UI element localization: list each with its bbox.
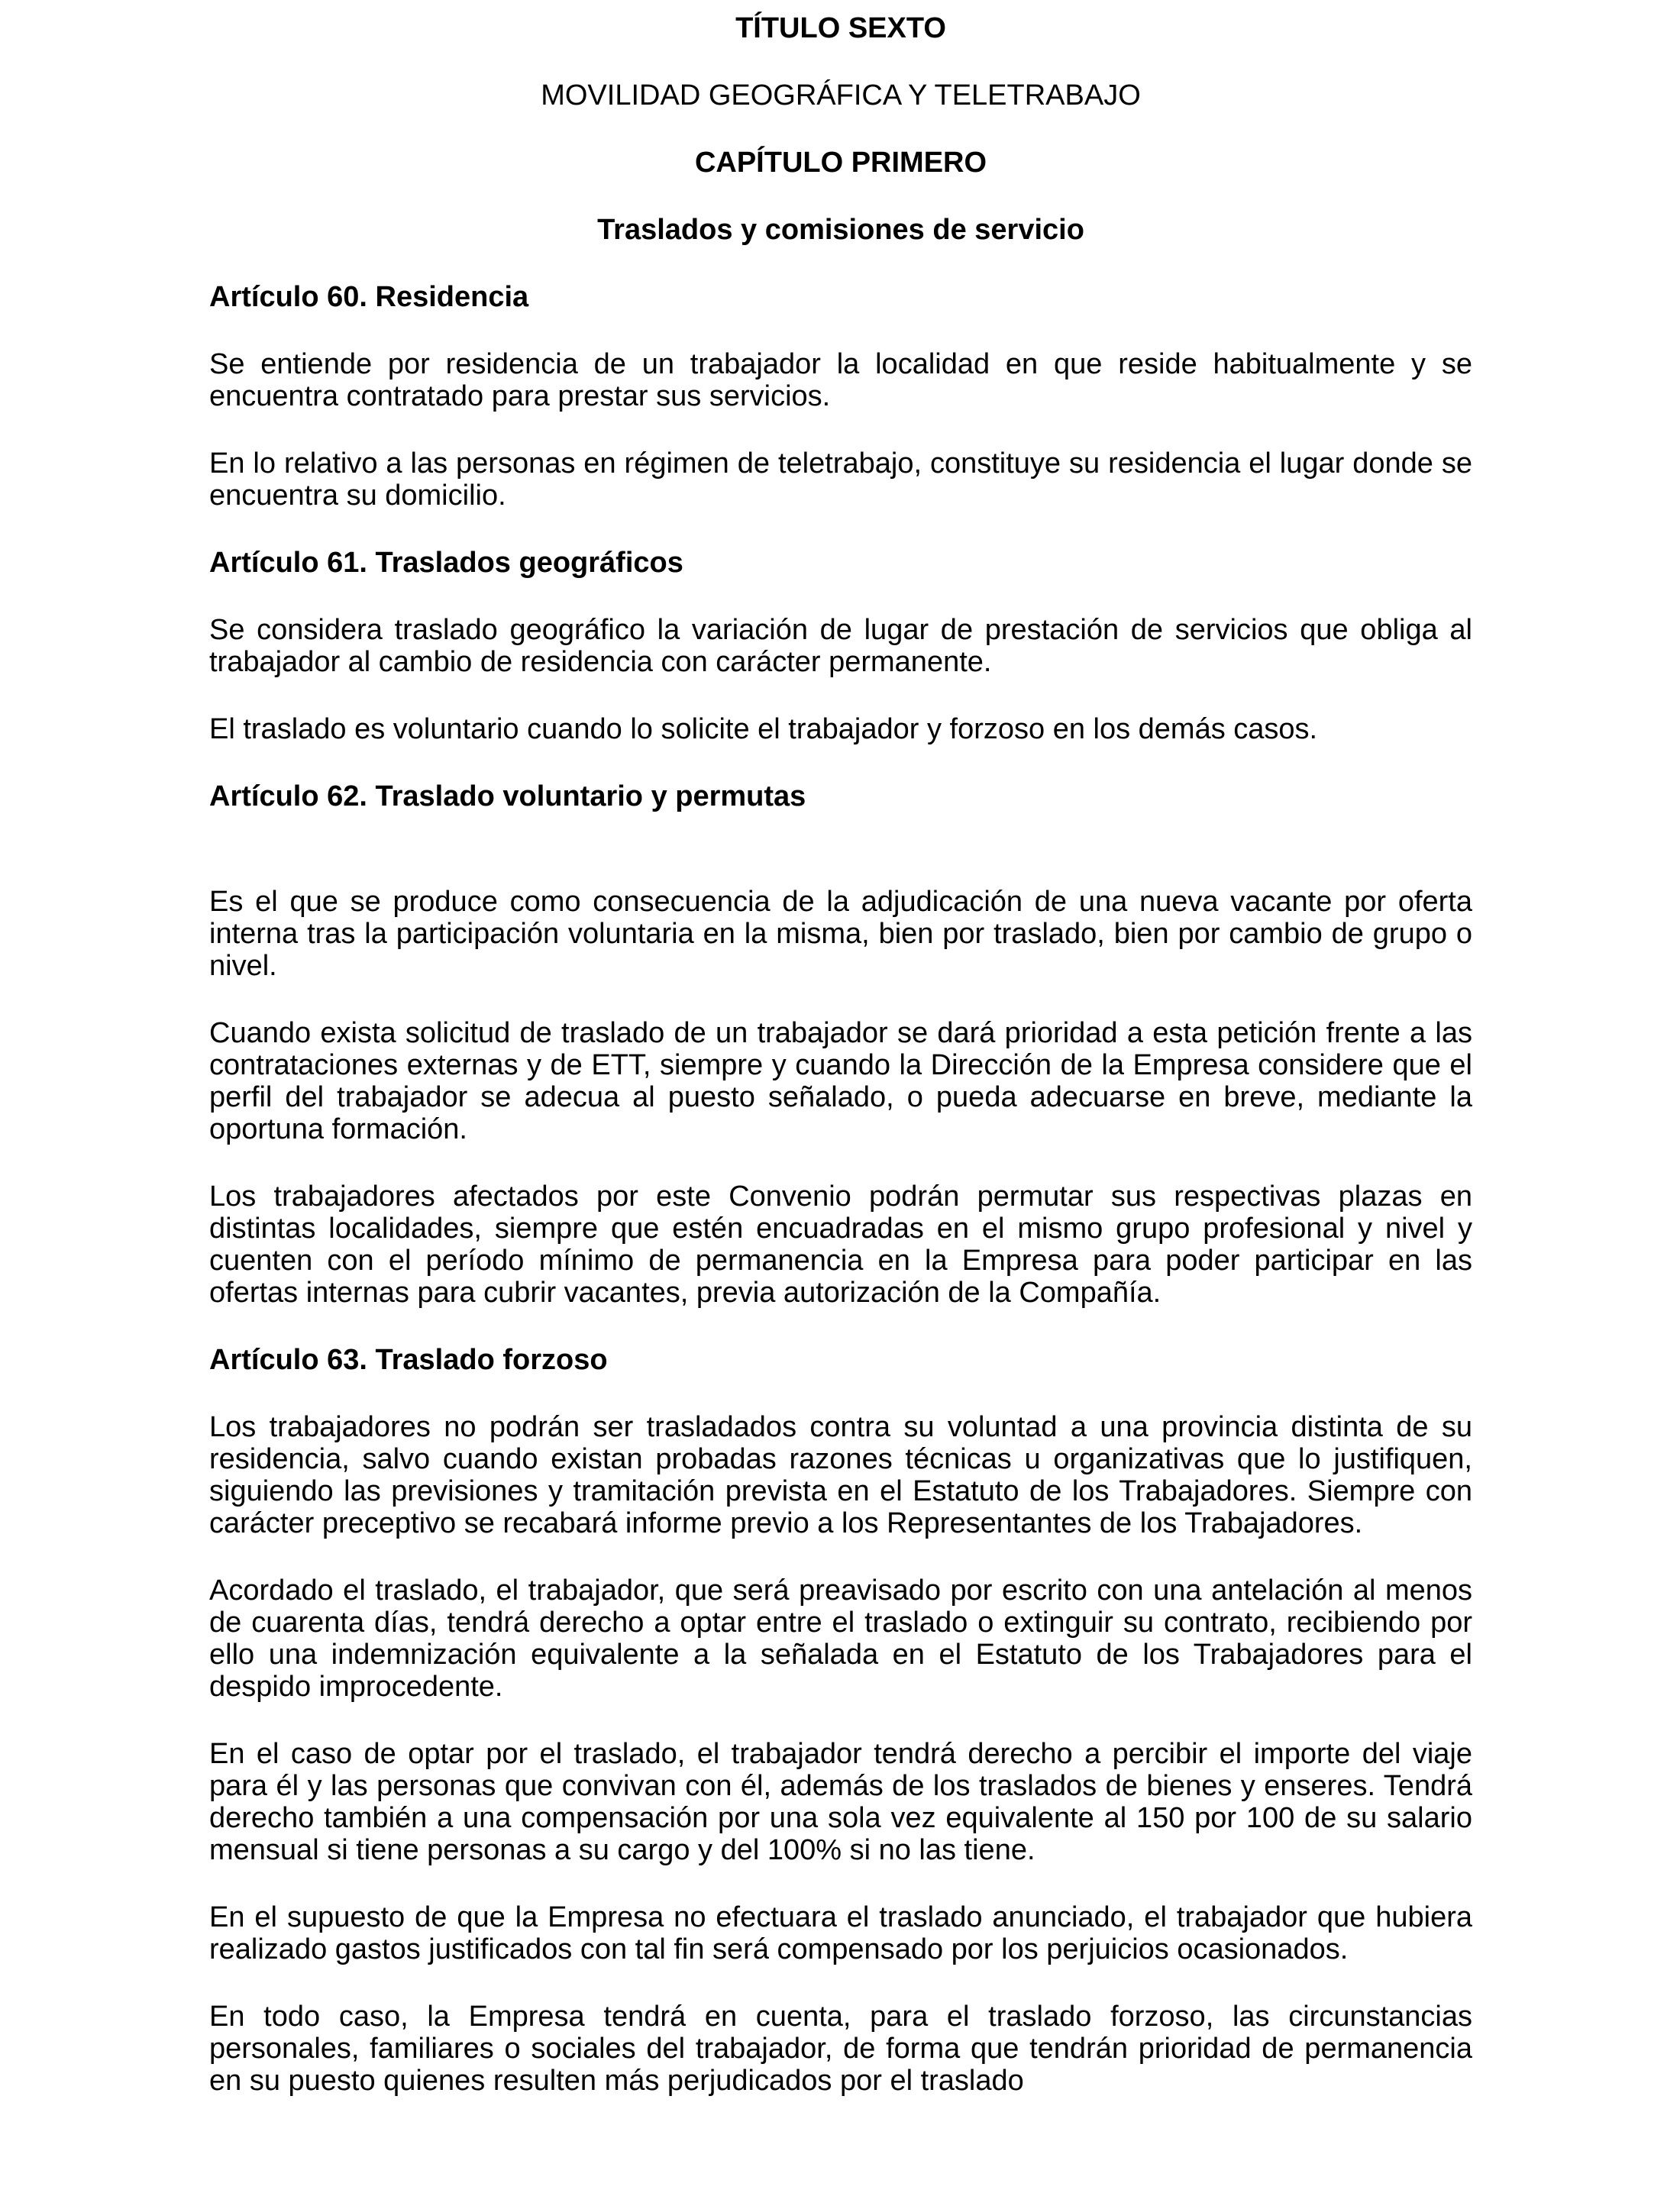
paragraph-art61-2: El traslado es voluntario cuando lo solicite el trabajador y forzoso en los demás casos. bbox=[209, 713, 1318, 745]
paragraph-art63-4: En el supuesto de que la Empresa no efectuara el traslado anunciado, el trabajador que hubiera realizado gastos justificados con tal fin será compensado por los perjuicios ocasionados. bbox=[209, 1901, 1472, 1965]
title-heading: TÍTULO SEXTO bbox=[735, 12, 946, 44]
paragraph-art61-1: Se considera traslado geográfico la variación de lugar de prestación de servicios que obliga al trabajador al cambio de residencia con carácter permanente. bbox=[209, 614, 1472, 678]
article-60-heading: Artículo 60. Residencia bbox=[209, 281, 529, 313]
paragraph-art63-2: Acordado el traslado, el trabajador, que será preavisado por escrito con una antelación al menos de cuarenta días, tendrá derecho a optar entre el traslado o extinguir su contrato, recibiendo por ello una indemnización equivalente a la señalada en el Estatuto de los Trabajadores para el despido improcedente. bbox=[209, 1575, 1472, 1703]
article-63-heading: Artículo 63. Traslado forzoso bbox=[209, 1344, 608, 1376]
paragraph-art60-2: En lo relativo a las personas en régimen de teletrabajo, constituye su residencia el lugar donde se encuentra su domicilio. bbox=[209, 447, 1472, 512]
article-62-heading: Artículo 62. Traslado voluntario y permutas bbox=[209, 780, 806, 812]
article-61-heading: Artículo 61. Traslados geográficos bbox=[209, 547, 683, 579]
paragraph-art63-1: Los trabajadores no podrán ser trasladados contra su voluntad a una provincia distinta de su residencia, salvo cuando existan probadas razones técnicas u organizativas que lo justifiquen, siguiendo las previsiones y tramitación prevista en el Estatuto de los Trabajadores. Siempre con carácter preceptivo se recabará informe previo a los Representantes de los Trabajadores. bbox=[209, 1411, 1472, 1539]
paragraph-art63-5: En todo caso, la Empresa tendrá en cuenta, para el traslado forzoso, las circunstancias personales, familiares o sociales del trabajador, de forma que tendrán prioridad de permanencia en su puesto quienes resulten más perjudicados por el traslado bbox=[209, 2001, 1472, 2097]
chapter-heading: CAPÍTULO PRIMERO bbox=[694, 147, 987, 179]
paragraph-art62-1: Es el que se produce como consecuencia de la adjudicación de una nueva vacante por oferta interna tras la participación voluntaria en la misma, bien por traslado, bien por cambio de grupo o nivel. bbox=[209, 886, 1472, 982]
paragraph-art63-3: En el caso de optar por el traslado, el trabajador tendrá derecho a percibir el importe del viaje para él y las personas que convivan con él, además de los traslados de bienes y enseres. Tendrá derecho también a una compensación por una sola vez equivalente al 150 por 100 de su salario mensual si tiene personas a su cargo y del 100% si no las tiene. bbox=[209, 1738, 1472, 1866]
subtitle-heading: MOVILIDAD GEOGRÁFICA Y TELETRABAJO bbox=[541, 79, 1141, 111]
paragraph-art60-1: Se entiende por residencia de un trabajador la localidad en que reside habitualmente y se encuentra contratado para prestar sus servicios. bbox=[209, 348, 1472, 412]
paragraph-art62-3: Los trabajadores afectados por este Convenio podrán permutar sus respectivas plazas en distintas localidades, siempre que estén encuadradas en el mismo grupo profesional y nivel y cuenten con el período mínimo de permanencia en la Empresa para poder participar en las ofertas internas para cubrir vacantes, previa autorización de la Compañía. bbox=[209, 1180, 1472, 1309]
paragraph-art62-2: Cuando exista solicitud de traslado de un trabajador se dará prioridad a esta petición frente a las contrataciones externas y de ETT, siempre y cuando la Dirección de la Empresa considere que el perfil del trabajador se adecua al puesto señalado, o pueda adecuarse en breve, mediante la oportuna formación. bbox=[209, 1017, 1472, 1145]
chapter-subtitle-heading: Traslados y comisiones de servicio bbox=[597, 214, 1084, 246]
